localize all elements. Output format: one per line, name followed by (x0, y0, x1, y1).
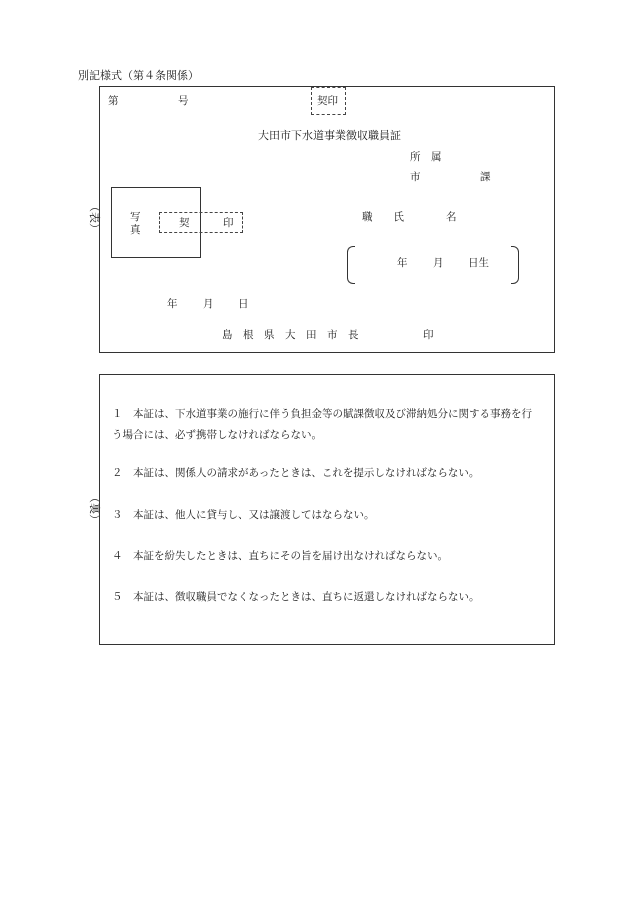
issuer: 島 根 県 大 田 市 長 (222, 329, 359, 341)
photo-label-2: 真 (130, 224, 141, 236)
note-2: ２ 本証は、関係人の請求があったときは、これを提示しなければならない。 (112, 467, 480, 479)
name-label: 職 氏 名 (362, 211, 457, 223)
note-3: ３ 本証は、他人に貸与し、又は譲渡してはならない。 (112, 509, 375, 521)
note-4: ４ 本証を紛失したときは、直ちにその旨を届け出なければならない。 (112, 550, 448, 562)
issue-day-label: 日 (238, 298, 249, 310)
birth-year-label: 年 (397, 257, 408, 269)
front-side-label: （表） (88, 201, 101, 234)
photo-seal-box (159, 212, 243, 233)
note-1: １ 本証は、下水道事業の施行に伴う負担金等の賦課徴収及び滞納処分に関する事務を行う場合には、必ず携帯しなければならない。 (112, 408, 532, 441)
affiliation-label: 所 属 (410, 151, 442, 163)
photo-seal-right: 印 (223, 217, 234, 229)
issue-month-label: 月 (203, 298, 214, 310)
birth-month-label: 月 (433, 257, 444, 269)
top-seal-box (311, 87, 346, 115)
number-suffix: 号 (178, 95, 189, 107)
section-label: 課 (480, 171, 491, 183)
number-prefix: 第 (108, 95, 119, 107)
form-label: 別記様式（第４条関係） (78, 69, 199, 82)
city-label: 市 (410, 171, 421, 183)
top-seal-label: 契印 (317, 95, 338, 107)
birth-bracket-left (347, 246, 355, 284)
birth-day-label: 日生 (468, 257, 489, 269)
birth-bracket-right (511, 246, 519, 284)
card-title: 大田市下水道事業徴収職員証 (258, 129, 401, 142)
back-side-label: （裏） (88, 492, 101, 525)
photo-seal-left: 契 (179, 217, 190, 229)
issuer-seal: 印 (423, 329, 434, 341)
issue-year-label: 年 (167, 298, 178, 310)
note-5: ５ 本証は、徴収職員でなくなったときは、直ちに返還しなければならない。 (112, 591, 480, 603)
photo-label-1: 写 (130, 211, 141, 223)
